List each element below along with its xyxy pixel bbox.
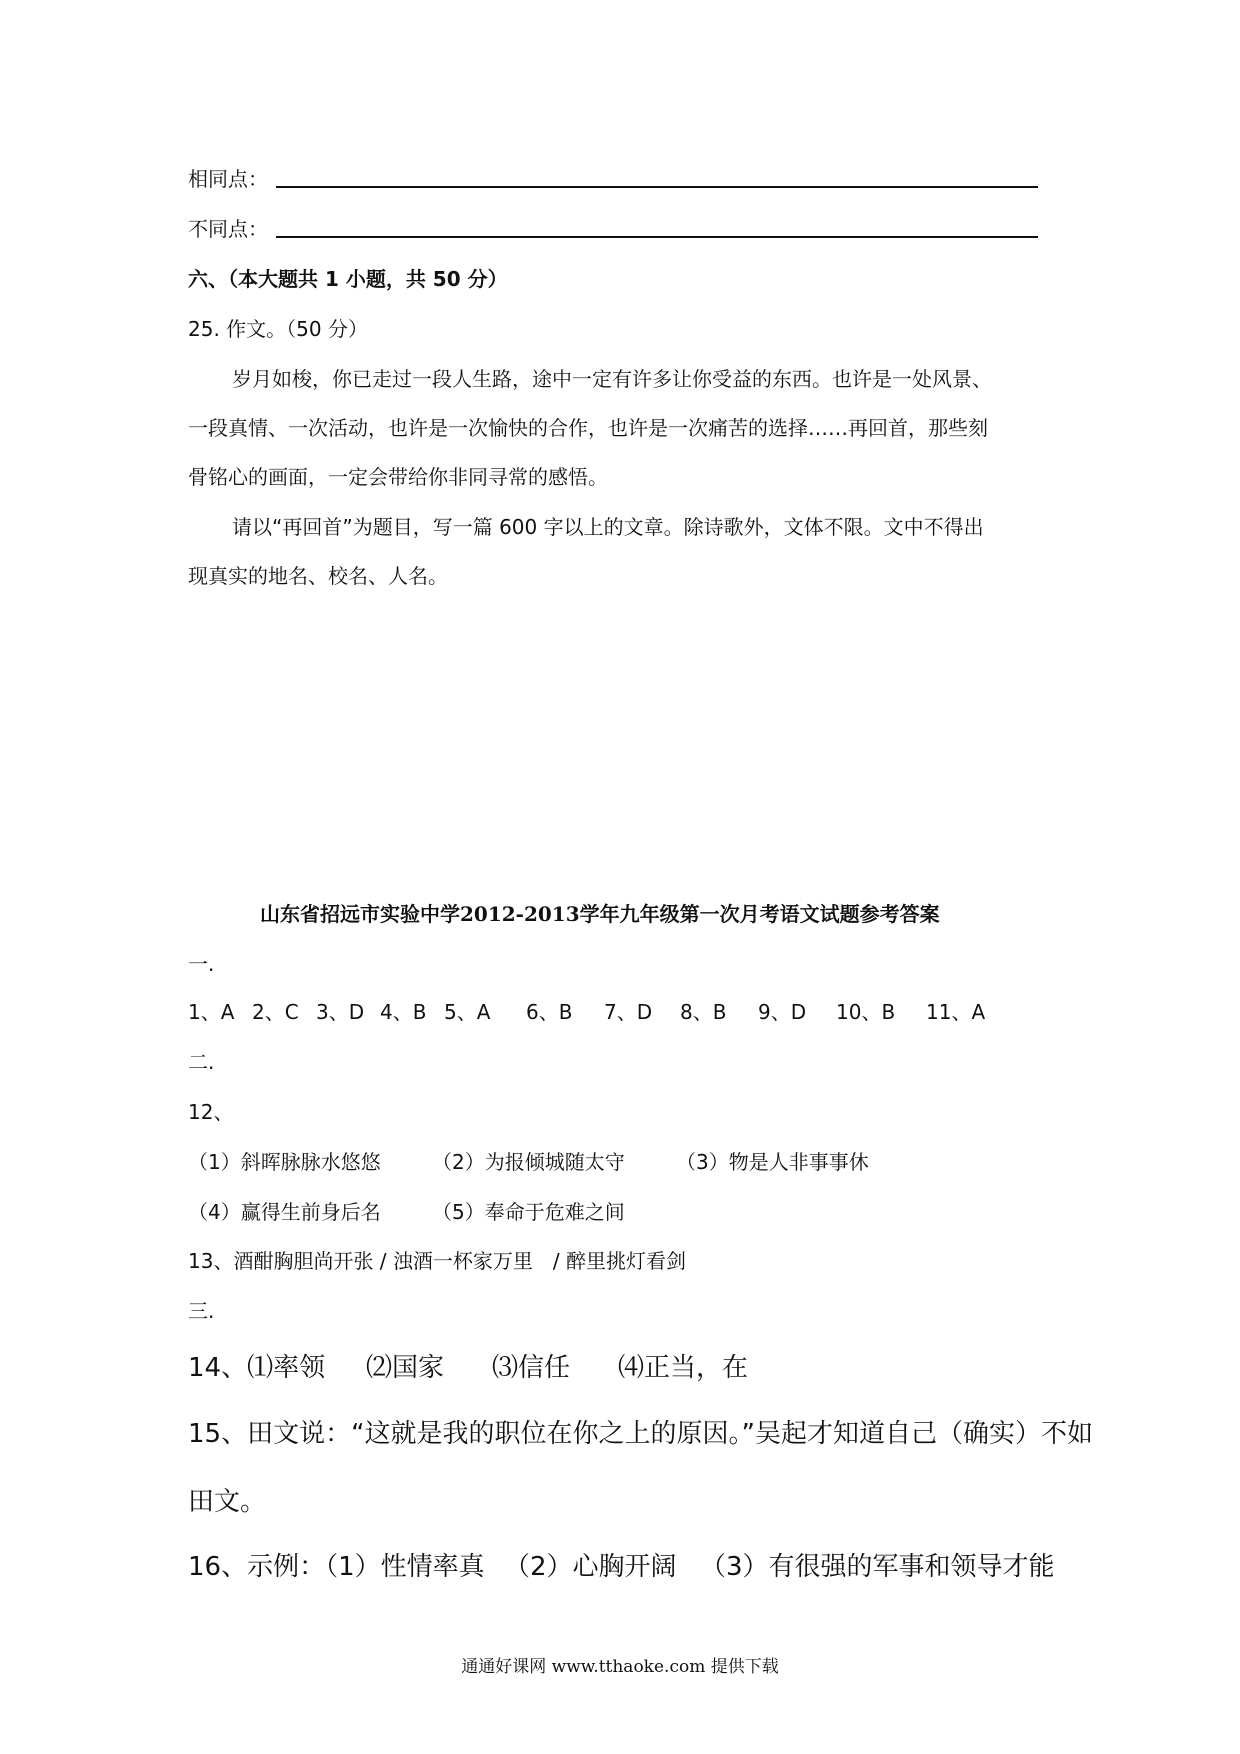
- essay-requirement-line-2: 现真实的地名、校名、人名。: [188, 564, 448, 588]
- q16-answer: （2）心胸开阔: [504, 1552, 677, 1582]
- q12-answer: （3）物是人非事事休: [676, 1150, 869, 1174]
- q12-answer: （5）奉命于危难之间: [432, 1200, 625, 1224]
- q12-answer: （1）斜晖脉脉水悠悠: [188, 1150, 381, 1174]
- same-point-answer-line: [276, 186, 1038, 188]
- part2-label: 二.: [188, 1050, 215, 1074]
- q16-answer: 16、示例：（1）性情率真: [188, 1552, 485, 1582]
- mc-answer: 3、D: [316, 1000, 365, 1024]
- q13-answer: 13、酒酣胸胆尚开张 / 浊酒一杯家万里 / 醉里挑灯看剑: [188, 1249, 686, 1273]
- q14-answer: ⑷正当，在: [618, 1353, 749, 1383]
- essay-prompt-line-1: 岁月如梭，你已走过一段人生路，途中一定有许多让你受益的东西。也许是一处风景、: [232, 367, 992, 391]
- essay-prompt-line-3: 骨铭心的画面，一定会带给你非同寻常的感悟。: [188, 465, 608, 489]
- q12-label: 12、: [188, 1100, 234, 1124]
- q14-answer: 14、⑴率领: [188, 1353, 326, 1383]
- q15-answer-line-1: 15、田文说：“这就是我的职位在你之上的原因。”吴起才知道自己（确实）不如: [188, 1419, 1094, 1449]
- mc-answer: 8、B: [680, 1000, 727, 1024]
- mc-answer: 6、B: [526, 1000, 573, 1024]
- q14-answer: ⑶信任: [492, 1353, 571, 1383]
- mc-answer: 10、B: [836, 1000, 896, 1024]
- section6-heading: 六、（本大题共 1 小题，共 50 分）: [188, 267, 508, 291]
- same-point-label: 相同点：: [188, 167, 268, 191]
- answer-key-title: 山东省招远市实验中学2012-2013学年九年级第一次月考语文试题参考答案: [260, 902, 940, 926]
- q16-answer: （3）有很强的军事和领导才能: [700, 1552, 1055, 1582]
- q12-answer: （4）赢得生前身后名: [188, 1200, 381, 1224]
- mc-answer: 1、A: [188, 1000, 235, 1024]
- part1-label: 一.: [188, 952, 215, 976]
- essay-prompt-line-2: 一段真情、一次活动，也许是一次愉快的合作，也许是一次痛苦的选择……再回首，那些刻: [188, 416, 988, 440]
- part3-label: 三.: [188, 1299, 215, 1323]
- essay-requirement-line-1: 请以“再回首”为题目，写一篇 600 字以上的文章。除诗歌外，文体不限。文中不得出: [232, 515, 984, 539]
- mc-answer: 5、A: [444, 1000, 491, 1024]
- q14-answer: ⑵国家: [366, 1353, 445, 1383]
- page-footer: 通通好课网 www.tthaoke.com 提供下载: [461, 1657, 779, 1677]
- q15-answer-line-2: 田文。: [188, 1487, 267, 1517]
- diff-point-answer-line: [276, 236, 1038, 238]
- mc-answer: 9、D: [758, 1000, 807, 1024]
- mc-answer: 4、B: [380, 1000, 427, 1024]
- mc-answer: 11、A: [926, 1000, 986, 1024]
- diff-point-label: 不同点：: [188, 217, 268, 241]
- q12-answer: （2）为报倾城随太守: [432, 1150, 625, 1174]
- q25-title: 25. 作文。（50 分）: [188, 317, 368, 341]
- mc-answer: 2、C: [252, 1000, 299, 1024]
- mc-answer: 7、D: [604, 1000, 653, 1024]
